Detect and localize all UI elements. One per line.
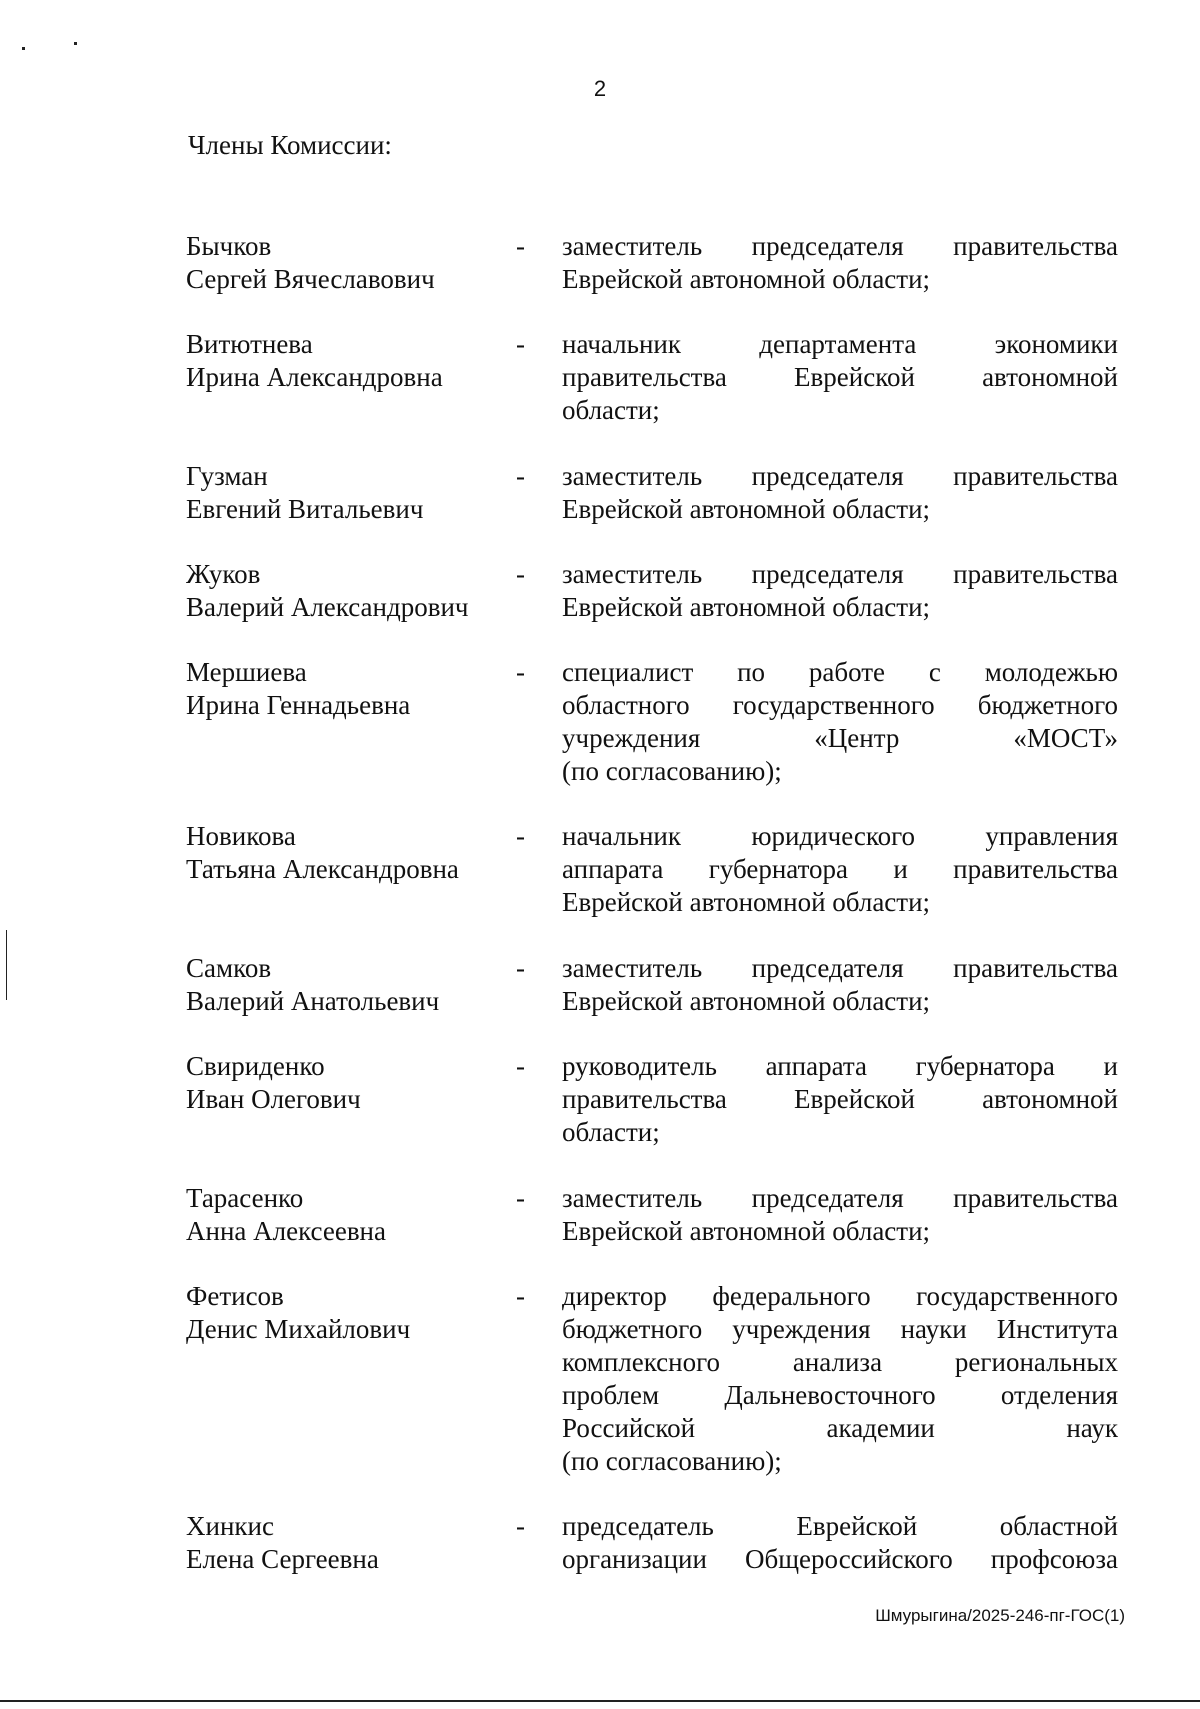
member-name xyxy=(186,230,435,296)
member-position-line: заместитель председателя правительства xyxy=(562,461,1118,491)
member-name-line: Денис Михайлович xyxy=(186,1314,411,1344)
member-name xyxy=(186,460,423,526)
member-name-line: Жуков xyxy=(186,559,261,589)
member-name-line: Татьяна Александровна xyxy=(186,854,459,884)
member-dash: - xyxy=(516,1051,525,1081)
scan-dot xyxy=(22,47,25,50)
member-position xyxy=(562,820,1118,919)
member-dash: - xyxy=(516,1511,525,1541)
member-name-line: Самков xyxy=(186,953,272,983)
member-position-line: директор федерального государственного xyxy=(562,1281,1118,1311)
member-position-line: правительства Еврейской автономной xyxy=(562,362,1118,392)
member-name-line: Елена Сергеевна xyxy=(186,1544,379,1574)
member-position-line: проблем Дальневосточного отделения xyxy=(562,1380,1118,1410)
member-position xyxy=(562,1182,1118,1248)
member-name-line: Евгений Витальевич xyxy=(186,494,424,524)
member-position-line: Еврейской автономной области; xyxy=(562,986,931,1016)
member-entry xyxy=(0,558,1200,622)
member-name xyxy=(186,656,410,722)
member-dash: - xyxy=(516,329,525,359)
member-name-line: Валерий Александрович xyxy=(186,592,469,622)
page-number: 2 xyxy=(593,76,607,101)
member-position-line: (по согласованию); xyxy=(562,1446,782,1476)
member-position xyxy=(562,1510,1118,1576)
scan-dot xyxy=(74,42,77,45)
member-name xyxy=(186,820,459,886)
member-position-line: начальник департамента экономики xyxy=(562,329,1118,359)
member-name-line: Мершиева xyxy=(186,657,307,687)
member-entry xyxy=(0,1050,1200,1147)
member-dash: - xyxy=(516,1183,525,1213)
member-entry xyxy=(0,460,1200,524)
member-position-line: комплексного анализа региональных xyxy=(562,1347,1118,1377)
member-name-line: Валерий Анатольевич xyxy=(186,986,440,1016)
member-entry xyxy=(0,328,1200,425)
member-position xyxy=(562,558,1118,624)
member-position-line: области; xyxy=(562,1117,660,1147)
member-position-line: начальник юридического управления xyxy=(562,821,1118,851)
member-dash: - xyxy=(516,1281,525,1311)
member-position-line: Еврейской автономной области; xyxy=(562,592,931,622)
member-dash: - xyxy=(516,657,525,687)
member-position-line: правительства Еврейской автономной xyxy=(562,1084,1118,1114)
scan-line xyxy=(6,930,7,1000)
member-position-line: специалист по работе с молодежью xyxy=(562,657,1118,687)
member-position-line: аппарата губернатора и правительства xyxy=(562,854,1118,884)
member-position-line: учреждения «Центр «МОСТ» xyxy=(562,723,1118,753)
member-position-line: заместитель председателя правительства xyxy=(562,559,1118,589)
member-name xyxy=(186,1182,386,1248)
member-entry xyxy=(0,230,1200,294)
member-dash: - xyxy=(516,461,525,491)
member-name xyxy=(186,1510,379,1576)
member-name-line: Тарасенко xyxy=(186,1183,304,1213)
member-position-line: Еврейской автономной области; xyxy=(562,887,931,917)
member-name xyxy=(186,1280,410,1346)
member-dash: - xyxy=(516,231,525,261)
member-name-line: Иван Олегович xyxy=(186,1084,361,1114)
member-position xyxy=(562,460,1118,526)
member-position-line: заместитель председателя правительства xyxy=(562,953,1118,983)
member-position-line: организации Общероссийского профсоюза xyxy=(562,1544,1118,1574)
member-entry xyxy=(0,820,1200,917)
member-position-line: Еврейской автономной области; xyxy=(562,494,931,524)
member-position-line: заместитель председателя правительства xyxy=(562,231,1118,261)
member-name-line: Ирина Александровна xyxy=(186,362,443,392)
member-name xyxy=(186,558,469,624)
member-dash: - xyxy=(516,559,525,589)
member-name-line: Новикова xyxy=(186,821,296,851)
member-position xyxy=(562,1050,1118,1149)
member-entry xyxy=(0,952,1200,1016)
member-name-line: Ирина Геннадьевна xyxy=(186,690,411,720)
member-position xyxy=(562,952,1118,1018)
scan-line xyxy=(0,1700,1200,1702)
member-position xyxy=(562,328,1118,427)
member-position-line: бюджетного учреждения науки Института xyxy=(562,1314,1118,1344)
member-position-line: Еврейской автономной области; xyxy=(562,1216,931,1246)
member-position-line: председатель Еврейской областной xyxy=(562,1511,1118,1541)
member-name-line: Витютнева xyxy=(186,329,313,359)
member-name-line: Анна Алексеевна xyxy=(186,1216,386,1246)
member-entry xyxy=(0,1280,1200,1476)
member-position-line: заместитель председателя правительства xyxy=(562,1183,1118,1213)
member-position-line: руководитель аппарата губернатора и xyxy=(562,1051,1118,1081)
member-name-line: Фетисов xyxy=(186,1281,284,1311)
member-position xyxy=(562,230,1118,296)
member-dash: - xyxy=(516,953,525,983)
member-position xyxy=(562,656,1118,788)
member-position-line: Еврейской автономной области; xyxy=(562,264,931,294)
member-name-line: Гузман xyxy=(186,461,268,491)
member-name-line: Свириденко xyxy=(186,1051,325,1081)
document-reference: Шмурыгина/2025-246-пг-ГОС(1) xyxy=(875,1606,1125,1625)
member-position xyxy=(562,1280,1118,1478)
member-position-line: области; xyxy=(562,395,660,425)
member-position-line: областного государственного бюджетного xyxy=(562,690,1118,720)
member-name xyxy=(186,328,443,394)
member-name-line: Бычков xyxy=(186,231,272,261)
member-position-line: Российской академии наук xyxy=(562,1413,1118,1443)
member-entry xyxy=(0,1182,1200,1246)
member-name-line: Сергей Вячеславович xyxy=(186,264,435,294)
member-position-line: (по согласованию); xyxy=(562,756,782,786)
member-entry xyxy=(0,1510,1200,1574)
list-heading: Члены Комиссии: xyxy=(188,130,392,160)
member-name xyxy=(186,952,439,1018)
member-entry xyxy=(0,656,1200,786)
member-name xyxy=(186,1050,361,1116)
member-name-line: Хинкис xyxy=(186,1511,274,1541)
member-dash: - xyxy=(516,821,525,851)
